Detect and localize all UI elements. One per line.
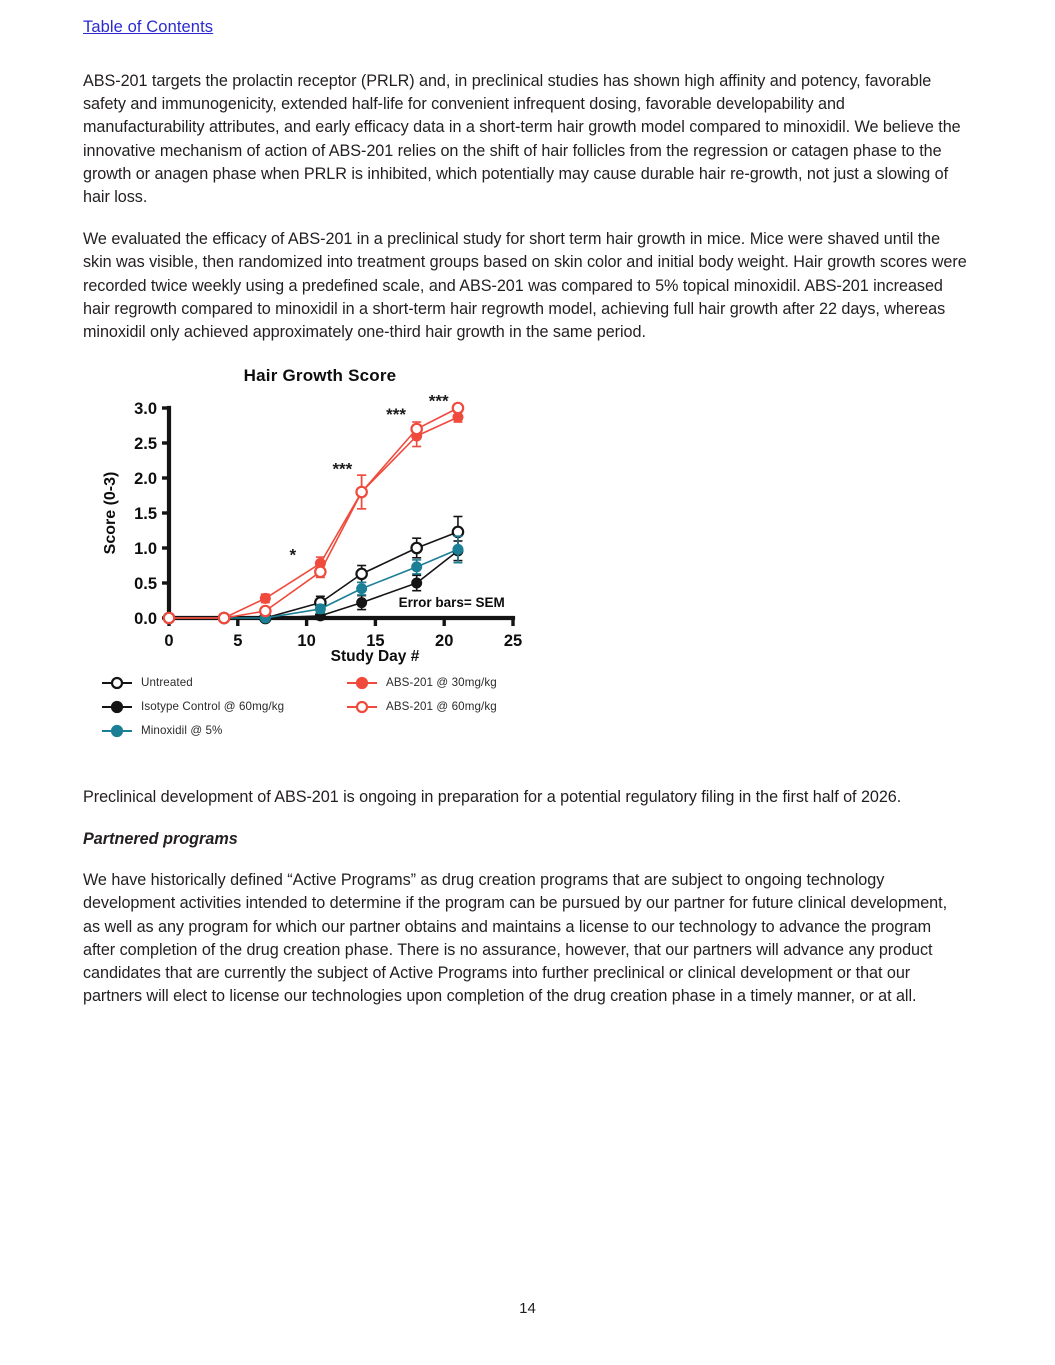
legend-label: ABS-201 @ 60mg/kg xyxy=(386,700,497,714)
filled-circle-marker-icon xyxy=(100,724,134,738)
y-axis-tick-label: 2.0 xyxy=(134,470,157,488)
legend-label: Minoxidil @ 5% xyxy=(141,724,223,738)
data-point-filled xyxy=(260,593,270,603)
open-circle-marker-icon xyxy=(100,676,134,690)
error-bars-annotation: Error bars= SEM xyxy=(398,594,505,610)
data-point-open xyxy=(260,606,270,616)
filled-circle-marker-icon xyxy=(100,700,134,714)
paragraph-preclinical-development: Preclinical development of ABS-201 is ongoing in preparation for a potential regulatory filing in the first half of 2026. xyxy=(83,788,902,806)
data-point-filled xyxy=(357,584,367,594)
x-axis-tick-label: 5 xyxy=(233,632,243,650)
significance-marker: *** xyxy=(332,459,353,479)
paragraph-abs201-overview: ABS-201 targets the prolactin receptor (PRLR) and, in preclinical studies has shown high affinity and potency, favorable safety and immunogenicity, extended half-life for convenient infrequent dosing, favorable developability and manufacturability attributes, and early efficacy data in a short-term hair growth model compared to minoxidil. We believe the innovative mechanism of action of ABS-201 relies on the shift of hair follicles from the regression or catagen phase to the growth or anagen phase when PRLR is inhibited, which potentially may cause durable hair re-growth, not just a slowing of hair loss. xyxy=(83,72,961,207)
data-point-open xyxy=(411,424,421,434)
x-axis-title: Study Day # xyxy=(330,648,420,665)
sub-heading-partnered-programs: Partnered programs xyxy=(83,830,238,849)
x-axis-tick-label: 25 xyxy=(503,632,523,650)
x-axis-tick-label: 0 xyxy=(164,632,174,650)
y-axis-tick-label: 3.0 xyxy=(134,400,157,418)
y-axis-tick-label: 1.5 xyxy=(134,505,157,523)
data-point-filled xyxy=(315,604,325,614)
chart-title: Hair Growth Score xyxy=(243,366,397,385)
data-point-open xyxy=(356,569,366,579)
hair-growth-line-chart xyxy=(95,390,525,670)
hair-growth-figure xyxy=(95,366,525,756)
x-axis-tick-label: 10 xyxy=(297,632,316,650)
data-point-open xyxy=(453,403,463,413)
data-point-open xyxy=(219,613,229,623)
y-axis-title: Score (0-3) xyxy=(102,471,119,555)
significance-marker: *** xyxy=(386,404,406,424)
chart-legend xyxy=(100,671,530,743)
data-point-filled xyxy=(357,598,367,608)
significance-marker: * xyxy=(289,545,297,565)
x-axis-tick-label: 15 xyxy=(366,632,385,650)
x-axis-tick-label: 20 xyxy=(435,632,454,650)
legend-label: Untreated xyxy=(141,676,193,690)
data-point-open xyxy=(411,543,421,553)
y-axis-tick-label: 2.5 xyxy=(134,435,157,453)
paragraph-efficacy-study: We evaluated the efficacy of ABS-201 in a preclinical study for short term hair growth in mice. Mice were shaved until the skin was visible, then randomized into treatment groups based on skin color and initial body weight. Hair growth scores were recorded twice weekly using a predefined scale, and ABS-201 was compared to 5% topical minoxidil. ABS-201 increased hair regrowth compared to minoxidil in a short-term hair regrowth model, achieving full hair growth after 22 days, whereas minoxidil only achieved approximately one-third hair growth in the same period. xyxy=(83,230,967,342)
legend-item xyxy=(100,700,345,714)
y-axis-tick-label: 0.5 xyxy=(134,575,157,593)
data-point-open xyxy=(164,613,174,623)
document-body xyxy=(83,70,967,363)
legend-label: ABS-201 @ 30mg/kg xyxy=(386,676,497,690)
document-body-lower xyxy=(83,786,967,1027)
y-axis-tick-label: 0.0 xyxy=(134,610,157,628)
y-axis-tick-label: 1.0 xyxy=(134,540,157,558)
data-point-filled xyxy=(412,562,422,572)
legend-label: Isotype Control @ 60mg/kg xyxy=(141,700,285,714)
legend-item xyxy=(100,724,345,738)
legend-item xyxy=(345,676,560,690)
data-point-filled xyxy=(453,544,463,554)
data-point-filled xyxy=(412,578,422,588)
legend-item xyxy=(345,700,560,714)
page-number: 14 xyxy=(519,1300,536,1317)
significance-marker: *** xyxy=(428,391,449,411)
paragraph-active-programs: We have historically defined “Active Programs” as drug creation programs that are subject to ongoing technology development activities intended to determine if the program can be pursued by our partner for future clinical development, as well as any program for which our partner obtains and maintains a license to our technology to advance the program after completion of the drug creation phase. There is no assurance, however, that our partners will advance any product candidates that are currently the subject of Active Programs into further preclinical or clinical development or that our partners will elect to license our technologies upon completion of the drug creation phase in a timely manner, or at all. xyxy=(83,871,948,1006)
data-point-open xyxy=(315,567,325,577)
table-of-contents-link[interactable]: Table of Contents xyxy=(83,18,214,36)
legend-item xyxy=(100,676,345,690)
open-circle-marker-icon xyxy=(345,700,379,714)
chart-plot-area xyxy=(95,390,525,670)
filled-circle-marker-icon xyxy=(345,676,379,690)
data-point-open xyxy=(356,487,366,497)
